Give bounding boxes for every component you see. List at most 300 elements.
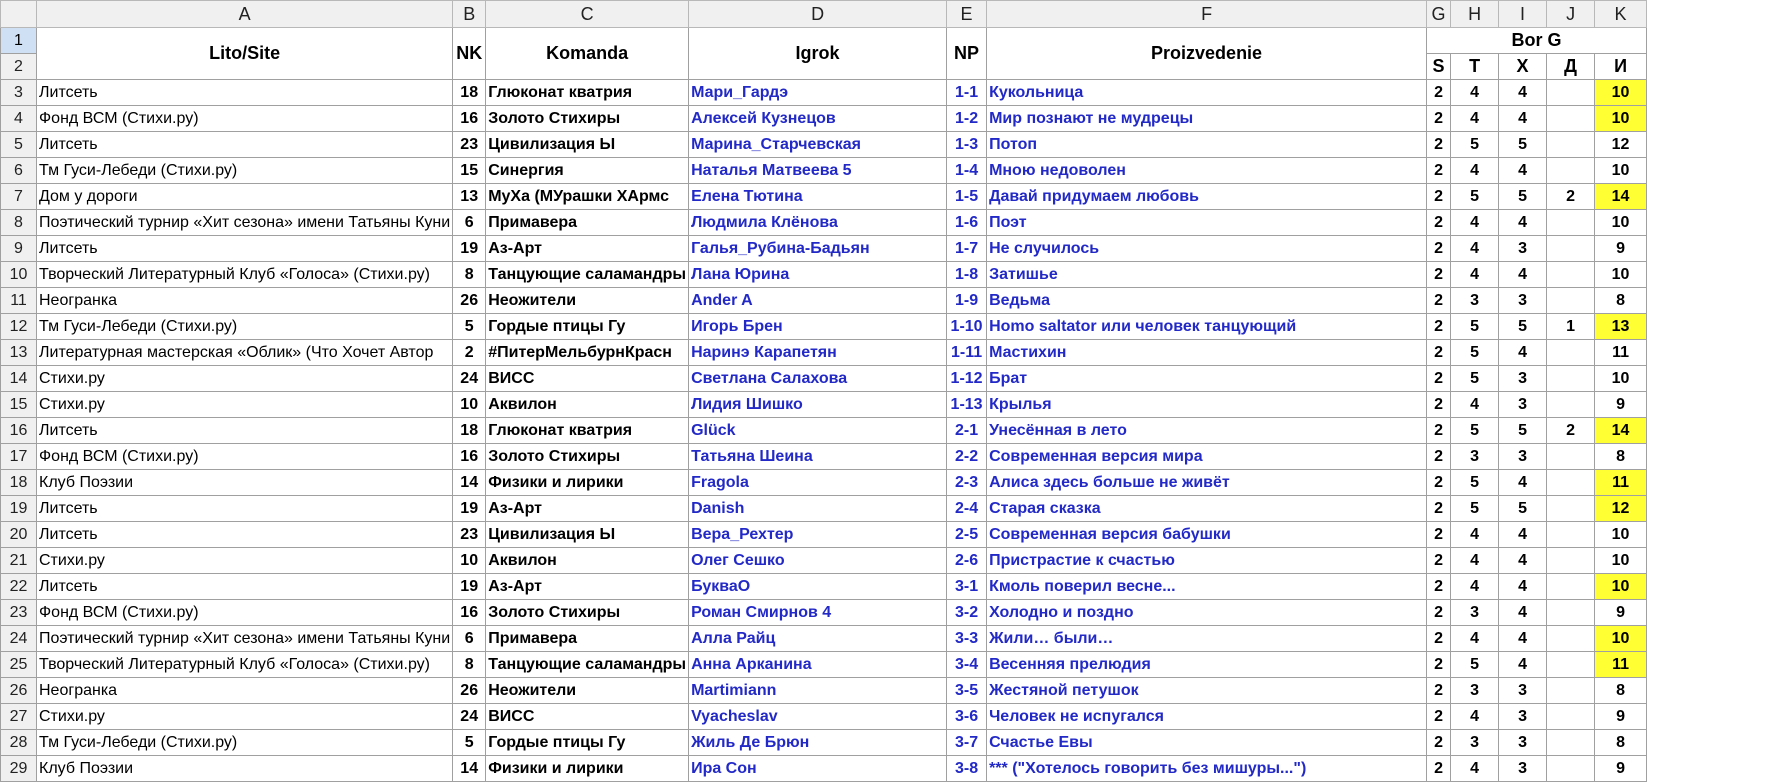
cell-komanda[interactable]: Золото Стихиры (486, 106, 689, 132)
cell-np[interactable]: 1-11 (947, 340, 987, 366)
cell-komanda[interactable]: Аквилон (486, 392, 689, 418)
cell-lito[interactable]: Тм Гуси-Лебеди (Стихи.ру) (37, 730, 453, 756)
cell-i[interactable]: 13 (1595, 314, 1647, 340)
cell-s[interactable]: 2 (1427, 366, 1451, 392)
cell-x[interactable]: 3 (1499, 366, 1547, 392)
cell-proizvedenie[interactable]: Поэт (987, 210, 1427, 236)
row-header[interactable]: 17 (1, 444, 37, 470)
cell-komanda[interactable]: Золото Стихиры (486, 600, 689, 626)
header-igrok[interactable]: Igrok (689, 28, 947, 80)
cell-igrok[interactable]: Наринэ Карапетян (689, 340, 947, 366)
cell-x[interactable]: 4 (1499, 340, 1547, 366)
cell-igrok[interactable]: Светлана Салахова (689, 366, 947, 392)
cell-proizvedenie[interactable]: Потоп (987, 132, 1427, 158)
cell-d[interactable] (1547, 158, 1595, 184)
row-header[interactable]: 26 (1, 678, 37, 704)
cell-d[interactable]: 1 (1547, 314, 1595, 340)
cell-x[interactable]: 4 (1499, 470, 1547, 496)
cell-lito[interactable]: Творческий Литературный Клуб «Голоса» (Стихи.ру) (37, 262, 453, 288)
cell-komanda[interactable]: Физики и лирики (486, 470, 689, 496)
cell-s[interactable]: 2 (1427, 730, 1451, 756)
header-sub-s[interactable]: S (1427, 54, 1451, 80)
cell-komanda[interactable]: ВИСС (486, 366, 689, 392)
cell-komanda[interactable]: Неожители (486, 288, 689, 314)
cell-lito[interactable]: Стихи.ру (37, 366, 453, 392)
cell-t[interactable]: 5 (1451, 418, 1499, 444)
cell-d[interactable] (1547, 262, 1595, 288)
cell-proizvedenie[interactable]: Крылья (987, 392, 1427, 418)
cell-igrok[interactable]: Олег Сешко (689, 548, 947, 574)
row-header[interactable]: 7 (1, 184, 37, 210)
cell-np[interactable]: 1-4 (947, 158, 987, 184)
row-header[interactable]: 23 (1, 600, 37, 626)
cell-i[interactable]: 10 (1595, 158, 1647, 184)
cell-nk[interactable]: 26 (453, 288, 486, 314)
row-header[interactable]: 13 (1, 340, 37, 366)
cell-t[interactable]: 4 (1451, 626, 1499, 652)
cell-d[interactable] (1547, 626, 1595, 652)
cell-proizvedenie[interactable]: Мною недоволен (987, 158, 1427, 184)
cell-x[interactable]: 4 (1499, 210, 1547, 236)
cell-lito[interactable]: Неогранка (37, 288, 453, 314)
cell-np[interactable]: 2-4 (947, 496, 987, 522)
cell-lito[interactable]: Неогранка (37, 678, 453, 704)
cell-lito[interactable]: Стихи.ру (37, 704, 453, 730)
cell-nk[interactable]: 13 (453, 184, 486, 210)
header-bor-g[interactable]: Bor G (1427, 28, 1647, 54)
cell-nk[interactable]: 6 (453, 210, 486, 236)
cell-i[interactable]: 8 (1595, 678, 1647, 704)
cell-igrok[interactable]: Вера_Рехтер (689, 522, 947, 548)
cell-x[interactable]: 5 (1499, 132, 1547, 158)
cell-s[interactable]: 2 (1427, 80, 1451, 106)
cell-nk[interactable]: 2 (453, 340, 486, 366)
cell-s[interactable]: 2 (1427, 522, 1451, 548)
cell-i[interactable]: 8 (1595, 444, 1647, 470)
cell-lito[interactable]: Фонд ВСМ (Стихи.ру) (37, 600, 453, 626)
cell-np[interactable]: 2-1 (947, 418, 987, 444)
cell-igrok[interactable]: Ира Сон (689, 756, 947, 782)
cell-i[interactable]: 11 (1595, 470, 1647, 496)
cell-i[interactable]: 10 (1595, 262, 1647, 288)
cell-t[interactable]: 3 (1451, 730, 1499, 756)
cell-x[interactable]: 5 (1499, 496, 1547, 522)
cell-s[interactable]: 2 (1427, 288, 1451, 314)
cell-proizvedenie[interactable]: Унесённая в лето (987, 418, 1427, 444)
cell-igrok[interactable]: Людмила Клёнова (689, 210, 947, 236)
cell-nk[interactable]: 6 (453, 626, 486, 652)
cell-s[interactable]: 2 (1427, 444, 1451, 470)
header-sub-i[interactable]: И (1595, 54, 1647, 80)
cell-np[interactable]: 1-2 (947, 106, 987, 132)
cell-d[interactable] (1547, 678, 1595, 704)
cell-lito[interactable]: Фонд ВСМ (Стихи.ру) (37, 444, 453, 470)
cell-igrok[interactable]: Vyacheslav (689, 704, 947, 730)
cell-d[interactable] (1547, 236, 1595, 262)
cell-t[interactable]: 4 (1451, 236, 1499, 262)
header-sub-d[interactable]: Д (1547, 54, 1595, 80)
cell-np[interactable]: 1-6 (947, 210, 987, 236)
cell-igrok[interactable]: Лидия Шишко (689, 392, 947, 418)
cell-s[interactable]: 2 (1427, 600, 1451, 626)
cell-nk[interactable]: 23 (453, 132, 486, 158)
cell-nk[interactable]: 19 (453, 496, 486, 522)
cell-lito[interactable]: Фонд ВСМ (Стихи.ру) (37, 106, 453, 132)
row-header[interactable]: 19 (1, 496, 37, 522)
cell-lito[interactable]: Творческий Литературный Клуб «Голоса» (Стихи.ру) (37, 652, 453, 678)
row-header[interactable]: 9 (1, 236, 37, 262)
cell-x[interactable]: 3 (1499, 678, 1547, 704)
cell-t[interactable]: 4 (1451, 756, 1499, 782)
cell-t[interactable]: 4 (1451, 80, 1499, 106)
row-header[interactable]: 4 (1, 106, 37, 132)
cell-lito[interactable]: Клуб Поэзии (37, 756, 453, 782)
cell-komanda[interactable]: МуХа (МУрашки ХАрмс (486, 184, 689, 210)
cell-lito[interactable]: Стихи.ру (37, 392, 453, 418)
cell-lito[interactable]: Литсеть (37, 418, 453, 444)
cell-s[interactable]: 2 (1427, 626, 1451, 652)
cell-t[interactable]: 4 (1451, 574, 1499, 600)
cell-d[interactable]: 2 (1547, 184, 1595, 210)
cell-s[interactable]: 2 (1427, 262, 1451, 288)
row-header-1[interactable]: 1 (1, 28, 37, 54)
cell-komanda[interactable]: Гордые птицы Гу (486, 730, 689, 756)
cell-nk[interactable]: 26 (453, 678, 486, 704)
cell-np[interactable]: 2-5 (947, 522, 987, 548)
cell-x[interactable]: 4 (1499, 548, 1547, 574)
cell-t[interactable]: 4 (1451, 392, 1499, 418)
cell-i[interactable]: 12 (1595, 132, 1647, 158)
column-header-h[interactable]: H (1451, 1, 1499, 28)
cell-x[interactable]: 3 (1499, 236, 1547, 262)
cell-np[interactable]: 3-6 (947, 704, 987, 730)
cell-t[interactable]: 4 (1451, 106, 1499, 132)
cell-x[interactable]: 4 (1499, 106, 1547, 132)
cell-proizvedenie[interactable]: Холодно и поздно (987, 600, 1427, 626)
cell-d[interactable] (1547, 652, 1595, 678)
cell-x[interactable]: 5 (1499, 314, 1547, 340)
row-header[interactable]: 12 (1, 314, 37, 340)
cell-nk[interactable]: 16 (453, 600, 486, 626)
cell-s[interactable]: 2 (1427, 236, 1451, 262)
cell-np[interactable]: 3-3 (947, 626, 987, 652)
cell-komanda[interactable]: Танцующие саламандры (486, 652, 689, 678)
cell-proizvedenie[interactable]: Не случилось (987, 236, 1427, 262)
cell-proizvedenie[interactable]: Кмоль поверил весне... (987, 574, 1427, 600)
cell-lito[interactable]: Дом у дороги (37, 184, 453, 210)
cell-proizvedenie[interactable]: Брат (987, 366, 1427, 392)
cell-t[interactable]: 3 (1451, 444, 1499, 470)
header-nk[interactable]: NK (453, 28, 486, 80)
row-header[interactable]: 18 (1, 470, 37, 496)
cell-i[interactable]: 9 (1595, 704, 1647, 730)
cell-nk[interactable]: 16 (453, 444, 486, 470)
cell-komanda[interactable]: Аз-Арт (486, 574, 689, 600)
cell-t[interactable]: 4 (1451, 704, 1499, 730)
cell-np[interactable]: 3-4 (947, 652, 987, 678)
cell-t[interactable]: 4 (1451, 210, 1499, 236)
cell-komanda[interactable]: Примавера (486, 210, 689, 236)
row-header[interactable]: 15 (1, 392, 37, 418)
header-lito[interactable]: Lito/Site (37, 28, 453, 80)
cell-t[interactable]: 5 (1451, 652, 1499, 678)
cell-lito[interactable]: Литсеть (37, 522, 453, 548)
cell-nk[interactable]: 10 (453, 548, 486, 574)
cell-igrok[interactable]: Елена Тютина (689, 184, 947, 210)
cell-proizvedenie[interactable]: Жестяной петушок (987, 678, 1427, 704)
cell-nk[interactable]: 24 (453, 366, 486, 392)
cell-i[interactable]: 8 (1595, 288, 1647, 314)
column-header-a[interactable]: A (37, 1, 453, 28)
cell-x[interactable]: 3 (1499, 444, 1547, 470)
cell-i[interactable]: 10 (1595, 210, 1647, 236)
cell-np[interactable]: 1-10 (947, 314, 987, 340)
column-header-j[interactable]: J (1547, 1, 1595, 28)
cell-lito[interactable]: Литсеть (37, 132, 453, 158)
cell-d[interactable] (1547, 496, 1595, 522)
cell-komanda[interactable]: Аквилон (486, 548, 689, 574)
column-header-k[interactable]: K (1595, 1, 1647, 28)
cell-lito[interactable]: Поэтический турнир «Хит сезона» имени Татьяны Куни (37, 626, 453, 652)
cell-proizvedenie[interactable]: Кукольница (987, 80, 1427, 106)
cell-igrok[interactable]: Игорь Брен (689, 314, 947, 340)
cell-nk[interactable]: 18 (453, 80, 486, 106)
cell-i[interactable]: 10 (1595, 548, 1647, 574)
cell-proizvedenie[interactable]: Жили… были… (987, 626, 1427, 652)
cell-s[interactable]: 2 (1427, 678, 1451, 704)
cell-d[interactable] (1547, 522, 1595, 548)
cell-igrok[interactable]: Анна Арканина (689, 652, 947, 678)
cell-proizvedenie[interactable]: Человек не испугался (987, 704, 1427, 730)
cell-komanda[interactable]: Примавера (486, 626, 689, 652)
row-header[interactable]: 14 (1, 366, 37, 392)
cell-i[interactable]: 10 (1595, 80, 1647, 106)
cell-proizvedenie[interactable]: Старая сказка (987, 496, 1427, 522)
header-np[interactable]: NP (947, 28, 987, 80)
cell-igrok[interactable]: Мари_Гардэ (689, 80, 947, 106)
cell-np[interactable]: 1-5 (947, 184, 987, 210)
cell-np[interactable]: 2-6 (947, 548, 987, 574)
row-header[interactable]: 11 (1, 288, 37, 314)
cell-t[interactable]: 3 (1451, 678, 1499, 704)
row-header[interactable]: 29 (1, 756, 37, 782)
cell-t[interactable]: 5 (1451, 184, 1499, 210)
cell-komanda[interactable]: Неожители (486, 678, 689, 704)
cell-np[interactable]: 3-8 (947, 756, 987, 782)
cell-x[interactable]: 5 (1499, 184, 1547, 210)
cell-d[interactable]: 2 (1547, 418, 1595, 444)
cell-i[interactable]: 9 (1595, 236, 1647, 262)
cell-nk[interactable]: 14 (453, 470, 486, 496)
row-header[interactable]: 27 (1, 704, 37, 730)
cell-d[interactable] (1547, 444, 1595, 470)
cell-igrok[interactable]: Наталья Матвеева 5 (689, 158, 947, 184)
cell-d[interactable] (1547, 106, 1595, 132)
cell-s[interactable]: 2 (1427, 548, 1451, 574)
cell-proizvedenie[interactable]: Современная версия бабушки (987, 522, 1427, 548)
row-header[interactable]: 16 (1, 418, 37, 444)
cell-i[interactable]: 10 (1595, 626, 1647, 652)
cell-igrok[interactable]: Марина_Старчевская (689, 132, 947, 158)
cell-x[interactable]: 4 (1499, 574, 1547, 600)
column-header-d[interactable]: D (689, 1, 947, 28)
cell-np[interactable]: 1-9 (947, 288, 987, 314)
cell-d[interactable] (1547, 548, 1595, 574)
cell-np[interactable]: 1-1 (947, 80, 987, 106)
cell-x[interactable]: 4 (1499, 158, 1547, 184)
cell-igrok[interactable]: Лана Юрина (689, 262, 947, 288)
cell-d[interactable] (1547, 470, 1595, 496)
cell-igrok[interactable]: Жиль Де Брюн (689, 730, 947, 756)
cell-s[interactable]: 2 (1427, 158, 1451, 184)
row-header[interactable]: 8 (1, 210, 37, 236)
cell-nk[interactable]: 10 (453, 392, 486, 418)
cell-igrok[interactable]: БукваО (689, 574, 947, 600)
cell-t[interactable]: 3 (1451, 600, 1499, 626)
cell-x[interactable]: 3 (1499, 756, 1547, 782)
cell-lito[interactable]: Тм Гуси-Лебеди (Стихи.ру) (37, 158, 453, 184)
cell-igrok[interactable]: Glück (689, 418, 947, 444)
cell-proizvedenie[interactable]: Весенняя прелюдия (987, 652, 1427, 678)
cell-x[interactable]: 3 (1499, 730, 1547, 756)
cell-d[interactable] (1547, 80, 1595, 106)
cell-proizvedenie[interactable]: Алиса здесь больше не живёт (987, 470, 1427, 496)
cell-proizvedenie[interactable]: Ведьма (987, 288, 1427, 314)
cell-komanda[interactable]: Танцующие саламандры (486, 262, 689, 288)
cell-t[interactable]: 4 (1451, 548, 1499, 574)
row-header[interactable]: 6 (1, 158, 37, 184)
cell-igrok[interactable]: Алла Райц (689, 626, 947, 652)
cell-komanda[interactable]: Аз-Арт (486, 496, 689, 522)
cell-np[interactable]: 3-7 (947, 730, 987, 756)
cell-nk[interactable]: 24 (453, 704, 486, 730)
cell-komanda[interactable]: #ПитерМельбурнКрасн (486, 340, 689, 366)
cell-x[interactable]: 3 (1499, 392, 1547, 418)
cell-proizvedenie[interactable]: Давай придумаем любовь (987, 184, 1427, 210)
cell-nk[interactable]: 16 (453, 106, 486, 132)
cell-s[interactable]: 2 (1427, 470, 1451, 496)
cell-s[interactable]: 2 (1427, 184, 1451, 210)
cell-np[interactable]: 1-8 (947, 262, 987, 288)
cell-s[interactable]: 2 (1427, 704, 1451, 730)
cell-s[interactable]: 2 (1427, 392, 1451, 418)
cell-i[interactable]: 9 (1595, 756, 1647, 782)
cell-x[interactable]: 4 (1499, 626, 1547, 652)
cell-proizvedenie[interactable]: Мастихин (987, 340, 1427, 366)
cell-d[interactable] (1547, 288, 1595, 314)
cell-x[interactable]: 4 (1499, 262, 1547, 288)
cell-i[interactable]: 10 (1595, 366, 1647, 392)
cell-np[interactable]: 3-1 (947, 574, 987, 600)
cell-lito[interactable]: Поэтический турнир «Хит сезона» имени Татьяны Куни (37, 210, 453, 236)
cell-s[interactable]: 2 (1427, 106, 1451, 132)
select-all-corner[interactable] (1, 1, 37, 28)
cell-nk[interactable]: 23 (453, 522, 486, 548)
cell-lito[interactable]: Литсеть (37, 80, 453, 106)
cell-i[interactable]: 10 (1595, 574, 1647, 600)
cell-komanda[interactable]: Физики и лирики (486, 756, 689, 782)
cell-igrok[interactable]: Роман Смирнов 4 (689, 600, 947, 626)
cell-np[interactable]: 1-12 (947, 366, 987, 392)
cell-i[interactable]: 11 (1595, 340, 1647, 366)
row-header[interactable]: 10 (1, 262, 37, 288)
cell-d[interactable] (1547, 366, 1595, 392)
cell-x[interactable]: 3 (1499, 704, 1547, 730)
cell-komanda[interactable]: Цивилизация Ы (486, 522, 689, 548)
cell-proizvedenie[interactable]: Пристрастие к счастью (987, 548, 1427, 574)
column-header-e[interactable]: E (947, 1, 987, 28)
cell-d[interactable] (1547, 574, 1595, 600)
cell-t[interactable]: 5 (1451, 366, 1499, 392)
cell-s[interactable]: 2 (1427, 496, 1451, 522)
cell-komanda[interactable]: Цивилизация Ы (486, 132, 689, 158)
cell-igrok[interactable]: Татьяна Шеина (689, 444, 947, 470)
cell-d[interactable] (1547, 210, 1595, 236)
cell-igrok[interactable]: Martimiann (689, 678, 947, 704)
cell-lito[interactable]: Литсеть (37, 496, 453, 522)
cell-s[interactable]: 2 (1427, 756, 1451, 782)
column-header-g[interactable]: G (1427, 1, 1451, 28)
cell-nk[interactable]: 15 (453, 158, 486, 184)
row-header[interactable]: 5 (1, 132, 37, 158)
cell-komanda[interactable]: Синергия (486, 158, 689, 184)
row-header[interactable]: 22 (1, 574, 37, 600)
cell-d[interactable] (1547, 704, 1595, 730)
cell-t[interactable]: 5 (1451, 470, 1499, 496)
cell-nk[interactable]: 8 (453, 262, 486, 288)
cell-d[interactable] (1547, 340, 1595, 366)
row-header[interactable]: 25 (1, 652, 37, 678)
cell-d[interactable] (1547, 756, 1595, 782)
cell-i[interactable]: 9 (1595, 600, 1647, 626)
cell-lito[interactable]: Стихи.ру (37, 548, 453, 574)
row-header[interactable]: 21 (1, 548, 37, 574)
cell-i[interactable]: 8 (1595, 730, 1647, 756)
header-proizvedenie[interactable]: Proizvedenie (987, 28, 1427, 80)
cell-s[interactable]: 2 (1427, 210, 1451, 236)
cell-komanda[interactable]: Гордые птицы Гу (486, 314, 689, 340)
cell-nk[interactable]: 5 (453, 314, 486, 340)
cell-s[interactable]: 2 (1427, 340, 1451, 366)
cell-s[interactable]: 2 (1427, 574, 1451, 600)
cell-komanda[interactable]: Золото Стихиры (486, 444, 689, 470)
cell-nk[interactable]: 5 (453, 730, 486, 756)
cell-np[interactable]: 2-3 (947, 470, 987, 496)
cell-igrok[interactable]: Danish (689, 496, 947, 522)
cell-lito[interactable]: Клуб Поэзии (37, 470, 453, 496)
cell-proizvedenie[interactable]: Homo saltator или человек танцующий (987, 314, 1427, 340)
cell-t[interactable]: 4 (1451, 522, 1499, 548)
cell-x[interactable]: 4 (1499, 80, 1547, 106)
cell-komanda[interactable]: ВИСС (486, 704, 689, 730)
cell-i[interactable]: 9 (1595, 392, 1647, 418)
cell-i[interactable]: 14 (1595, 418, 1647, 444)
cell-igrok[interactable]: Fragola (689, 470, 947, 496)
header-sub-x[interactable]: Х (1499, 54, 1547, 80)
cell-nk[interactable]: 14 (453, 756, 486, 782)
cell-t[interactable]: 5 (1451, 340, 1499, 366)
cell-nk[interactable]: 19 (453, 236, 486, 262)
cell-x[interactable]: 4 (1499, 652, 1547, 678)
cell-s[interactable]: 2 (1427, 132, 1451, 158)
cell-nk[interactable]: 18 (453, 418, 486, 444)
cell-i[interactable]: 12 (1595, 496, 1647, 522)
column-header-c[interactable]: C (486, 1, 689, 28)
cell-d[interactable] (1547, 392, 1595, 418)
cell-proizvedenie[interactable]: *** ("Хотелось говорить без мишуры...") (987, 756, 1427, 782)
cell-np[interactable]: 1-13 (947, 392, 987, 418)
cell-i[interactable]: 14 (1595, 184, 1647, 210)
